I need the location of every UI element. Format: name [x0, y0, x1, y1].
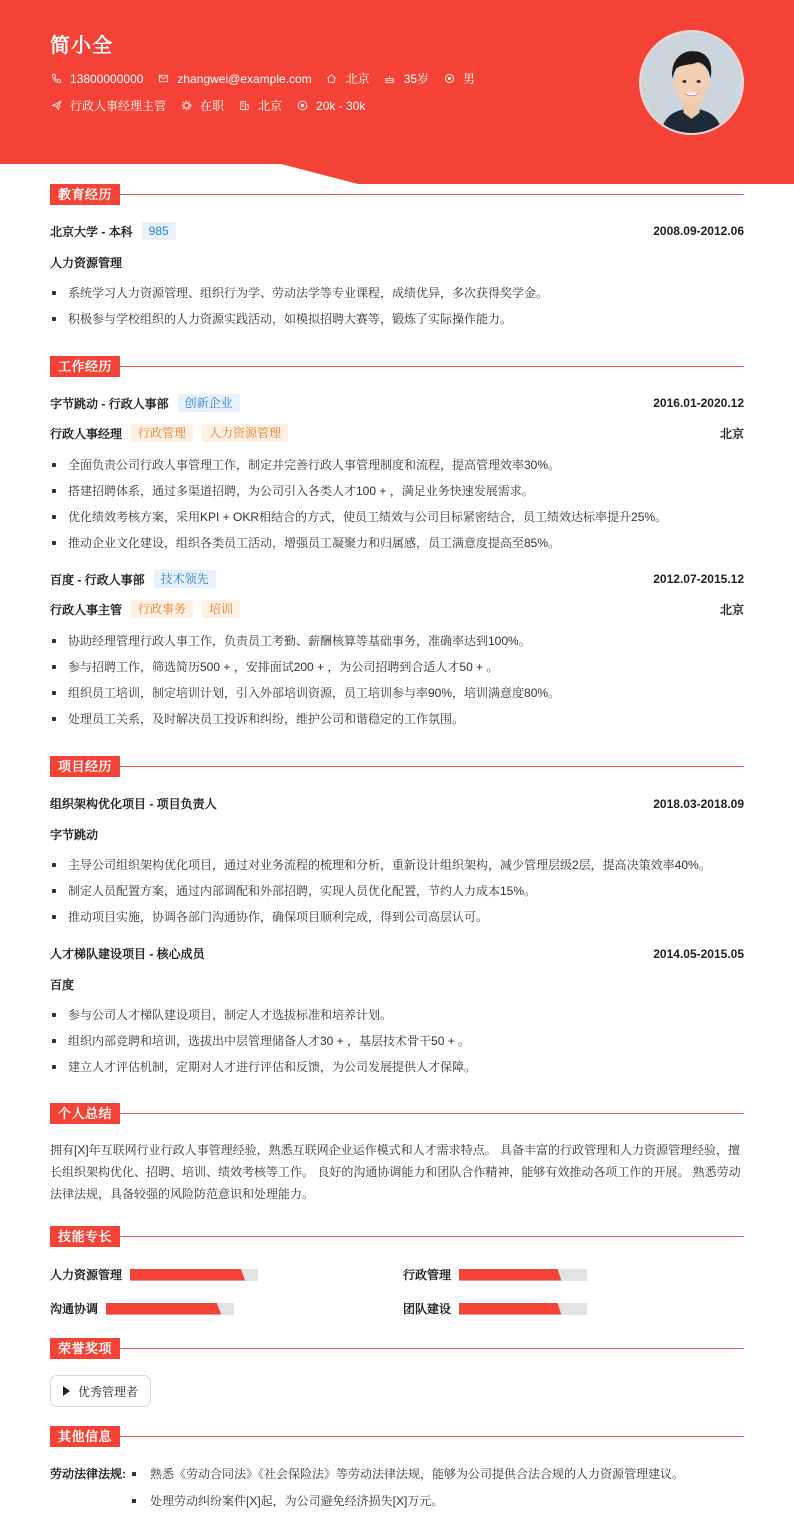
skill-name: 行政管理: [403, 1268, 452, 1282]
home-icon: [326, 73, 338, 85]
avatar-portrait-icon: [641, 32, 742, 133]
skill-bar-fill: [130, 1269, 245, 1281]
project-bullets: [50, 1006, 750, 1084]
section-title-other: 其他信息: [50, 1426, 120, 1447]
section-divider: [120, 1436, 744, 1437]
list-item: 积极参与学校组织的人力资源实践活动，如模拟招聘大赛等，锻炼了实际操作能力。: [50, 310, 750, 336]
status-icon: [180, 100, 192, 112]
work-entry-header: [50, 570, 744, 588]
mail-icon: [157, 73, 169, 85]
section-title-summary: 个人总结: [50, 1103, 120, 1124]
work-role-row: [50, 600, 744, 618]
job-title: 行政人事主管: [50, 602, 123, 617]
work-date: 2012.07-2015.12: [653, 572, 744, 586]
caret-right-icon: [63, 1386, 70, 1396]
section-awards: [50, 1338, 744, 1358]
section-title-work: 工作经历: [50, 356, 120, 377]
school-tag: 985: [142, 222, 176, 240]
gender-icon: [443, 73, 455, 85]
skill-bar: [130, 1269, 258, 1281]
section-divider: [120, 766, 744, 767]
contact-row: [50, 70, 489, 87]
list-item: 参与公司人才梯队建设项目，制定人才选拔标准和培养计划。: [50, 1006, 750, 1032]
gender-item: 男: [443, 70, 475, 87]
status-item: 在职: [180, 97, 224, 114]
list-item: 主导公司组织架构优化项目，通过对业务流程的梳理和分析，重新设计组织架构，减少管理层级2层，提高决策效率40%。: [50, 856, 750, 882]
section-summary: [50, 1103, 744, 1123]
section-divider: [120, 366, 744, 367]
skill-item: [403, 1300, 587, 1317]
work-date: 2016.01-2020.12: [653, 396, 744, 410]
role-tag: 人力资源管理: [202, 424, 288, 442]
project-entry-header: [50, 945, 744, 962]
skill-bar-fill: [106, 1303, 221, 1315]
list-item: 组织员工培训，制定培训计划，引入外部培训资源，员工培训参与率90%，培训满意度80%。: [50, 684, 750, 710]
list-item: 协助经理管理行政人事工作，负责员工考勤、薪酬核算等基础事务，准确率达到100%。: [50, 632, 750, 658]
skill-bar: [106, 1303, 234, 1315]
list-item: 组织内部竞聘和培训，选拔出中层管理储备人才30 + ，基层技术骨干50 + 。: [50, 1032, 750, 1058]
section-education: [50, 184, 744, 204]
list-item: 制定人员配置方案，通过内部调配和外部招聘，实现人员优化配置，节约人力成本15%。: [50, 882, 750, 908]
section-work: [50, 356, 744, 376]
job-title: 行政人事经理: [50, 426, 123, 441]
project-bullets: [50, 856, 750, 934]
section-title-skills: 技能专长: [50, 1226, 120, 1247]
salary-icon: [296, 100, 308, 112]
skill-item: [50, 1300, 234, 1317]
education-entry-header: [50, 222, 744, 240]
work-entry-header: [50, 394, 744, 412]
job-intent-row: [50, 97, 379, 114]
role-tag: 行政管理: [131, 424, 193, 442]
award-toggle-button[interactable]: [50, 1375, 151, 1407]
section-title-awards: 荣誉奖项: [50, 1338, 120, 1359]
cake-icon: [384, 73, 396, 85]
education-major: 人力资源管理: [50, 256, 123, 270]
skill-name: 人力资源管理: [50, 1268, 123, 1282]
role-tag: 行政事务: [131, 600, 193, 618]
skill-bar: [459, 1303, 587, 1315]
company-tag: 技术领先: [154, 570, 216, 588]
section-projects: [50, 756, 744, 776]
project-name: 组织架构优化项目 - 项目负责人: [50, 797, 217, 811]
section-title-projects: 项目经历: [50, 756, 120, 777]
section-divider: [120, 194, 744, 195]
phone-icon: [50, 73, 62, 85]
section-divider: [120, 1113, 744, 1114]
list-item: 推动项目实施，协调各部门沟通协作，确保项目顺利完成，得到公司高层认可。: [50, 908, 750, 934]
skill-name: 团队建设: [403, 1302, 452, 1316]
other-bullets: [130, 1465, 684, 1519]
skill-bar: [459, 1269, 587, 1281]
list-item: 推动企业文化建设，组织各类员工活动，增强员工凝聚力和归属感，员工满意度提高至85%。: [50, 534, 750, 560]
salary-item: 20k - 30k: [296, 99, 365, 113]
education-date: 2008.09-2012.06: [653, 224, 744, 238]
send-icon: [50, 100, 62, 112]
list-item: 搭建招聘体系，通过多渠道招聘，为公司引入各类人才100 + ，满足业务快速发展需求。: [50, 482, 750, 508]
project-company: 字节跳动: [50, 828, 99, 842]
summary-text: 拥有[X]年互联网行业行政人事管理经验，熟悉互联网企业运作模式和人才需求特点。 具备丰富的行政管理和人力资源管理经验，擅长组织架构优化、招聘、培训、绩效考核等工作。 良好的沟通协调能力和团队合作精神，能够有效推动各项工作的开展。 熟悉劳动法律法规，具备较强的风险防范意识和处理能力。: [50, 1143, 741, 1201]
avatar: [639, 30, 744, 135]
work-bullets: [50, 632, 750, 736]
award-label: 优秀管理者: [78, 1384, 139, 1399]
list-item: 建立人才评估机制，定期对人才进行评估和反馈，为公司发展提供人才保障。: [50, 1058, 750, 1084]
skill-name: 沟通协调: [50, 1302, 99, 1316]
email-item: zhangwei@example.com: [157, 72, 311, 86]
work-bullets: [50, 456, 750, 560]
list-item: 全面负责公司行政人事管理工作，制定并完善行政人事管理制度和流程，提高管理效率30%。: [50, 456, 750, 482]
section-divider: [120, 1348, 744, 1349]
list-item: 参与招聘工作，筛选简历500 + ，安排面试200 + ，为公司招聘到合适人才50 + 。: [50, 658, 750, 684]
project-entry-header: [50, 795, 744, 812]
work-location: 北京: [719, 602, 744, 617]
position-item: 行政人事经理主管: [50, 97, 166, 114]
list-item: 处理员工关系，及时解决员工投诉和纠纷，维护公司和谐稳定的工作氛围。: [50, 710, 750, 736]
section-title-education: 教育经历: [50, 184, 120, 205]
project-date: 2018.03-2018.09: [653, 796, 744, 811]
list-item: 熟悉《劳动合同法》《社会保险法》等劳动法律法规，能够为公司提供合法合规的人力资源管理建议。: [130, 1465, 684, 1492]
skill-bar-fill: [459, 1303, 561, 1315]
project-company: 百度: [50, 978, 75, 992]
other-category-label: 劳动法律法规:: [50, 1467, 126, 1481]
project-date: 2014.05-2015.05: [653, 946, 744, 961]
section-skills: [50, 1226, 744, 1246]
school-name: 北京大学 - 本科: [50, 224, 133, 239]
list-item: 系统学习人力资源管理、组织行为学、劳动法学等专业课程，成绩优异，多次获得奖学金。: [50, 284, 750, 310]
role-tag: 培训: [202, 600, 240, 618]
work-location: 北京: [719, 426, 744, 441]
work-role-row: [50, 424, 744, 442]
education-bullets: [50, 284, 750, 336]
location-item: 北京: [326, 70, 370, 87]
skill-bar-fill: [459, 1269, 561, 1281]
company-name: 百度 - 行政人事部: [50, 572, 145, 587]
list-item: 优化绩效考核方案，采用KPI + OKR相结合的方式，使员工绩效与公司目标紧密结合，员工绩效达标率提升25%。: [50, 508, 750, 534]
age-item: 35岁: [384, 70, 429, 87]
section-other: [50, 1426, 744, 1446]
building-icon: [238, 100, 250, 112]
section-divider: [120, 1236, 744, 1237]
skill-item: [50, 1266, 258, 1283]
project-name: 人才梯队建设项目 - 核心成员: [50, 947, 205, 961]
phone-item: 13800000000: [50, 72, 143, 86]
company-name: 字节跳动 - 行政人事部: [50, 396, 169, 411]
candidate-name: 简小全: [50, 35, 113, 57]
list-item: 处理劳动纠纷案件[X]起，为公司避免经济损失[X]万元。: [130, 1492, 684, 1519]
company-tag: 创新企业: [178, 394, 240, 412]
skill-item: [403, 1266, 587, 1283]
city-item: 北京: [238, 97, 282, 114]
